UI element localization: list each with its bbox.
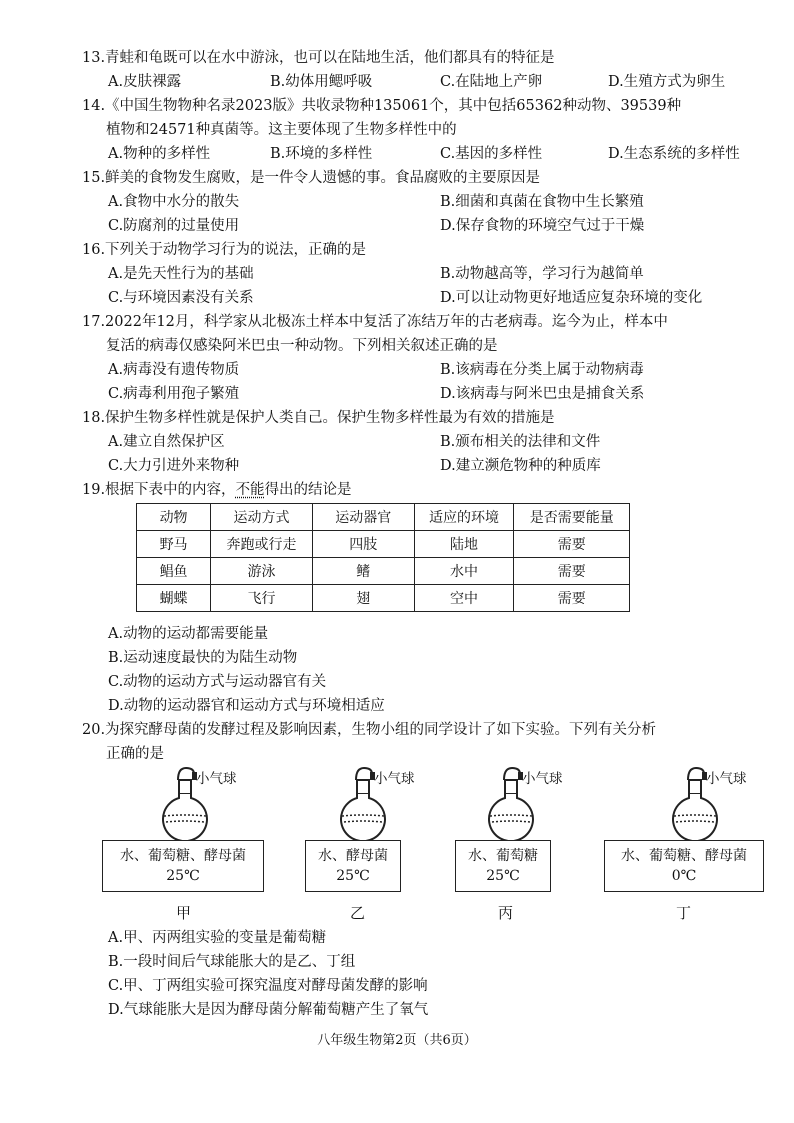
q13-stem: 13.青蛙和龟既可以在水中游泳，也可以在陆地生活，他们都具有的特征是: [82, 50, 555, 66]
table-header-cell: 运动方式: [211, 504, 313, 531]
table-cell: 野马: [137, 531, 211, 558]
q15-stem: 15.鲜美的食物发生腐败，是一件令人遗憾的事。食品腐败的主要原因是: [82, 170, 541, 186]
table-cell: 翅: [312, 585, 414, 612]
table-header-cell: 运动器官: [312, 504, 414, 531]
q15-option-c[interactable]: C.防腐剂的过量使用: [108, 218, 240, 234]
q16-stem: 16.下列关于动物学习行为的说法，正确的是: [82, 242, 367, 258]
q18-option-a[interactable]: A.建立自然保护区: [108, 434, 225, 450]
balloon-label-jia: 小气球: [196, 771, 237, 787]
table-cell: 鳍: [312, 558, 414, 585]
q17-stem: 17.2022年12月，科学家从北极冻土样本中复活了冻结万年的古老病毒。迄今为止，样本中: [82, 314, 668, 330]
q14-stem: 14.《中国生物物种名录2023版》共收录物种135061个，其中包括65362种动物、39539种: [82, 98, 682, 114]
table-cell: 需要: [514, 531, 630, 558]
q20-stem: 20.为探究酵母菌的发酵过程及影响因素，生物小组的同学设计了如下实验。下列有关分析: [82, 722, 657, 738]
q19-stem: [82, 480, 352, 500]
q19-option-c[interactable]: C.动物的运动方式与运动器官有关: [108, 674, 327, 690]
box-bing-temp: 25℃: [486, 868, 520, 884]
group-label-jia: 甲: [176, 904, 192, 922]
box-jia-temp: 25℃: [166, 868, 200, 884]
table-row: [137, 531, 630, 558]
q16-option-b[interactable]: B.动物越高等，学习行为越简单: [440, 266, 644, 282]
q20-stem-cont: 正确的是: [106, 746, 164, 762]
q19-stem-emphasis: 不能: [235, 482, 265, 498]
q13-option-a[interactable]: A.皮肤裸露: [108, 74, 182, 90]
table-cell: 需要: [514, 585, 630, 612]
table-cell: 空中: [414, 585, 514, 612]
table-header-cell: 是否需要能量: [514, 504, 630, 531]
q20-option-a[interactable]: A.甲、丙两组实验的变量是葡萄糖: [108, 930, 327, 946]
q16-option-d[interactable]: D.可以让动物更好地适应复杂环境的变化: [440, 290, 703, 306]
balloon-label-yi: 小气球: [374, 771, 415, 787]
q13-option-d[interactable]: D.生殖方式为卵生: [608, 74, 726, 90]
table-cell: 飞行: [211, 585, 313, 612]
q17-option-d[interactable]: D.该病毒与阿米巴虫是捕食关系: [440, 386, 645, 402]
box-ding: [604, 840, 764, 892]
q20-option-c[interactable]: C.甲、丁两组实验可探究温度对酵母菌发酵的影响: [108, 978, 428, 994]
q17-option-b[interactable]: B.该病毒在分类上属于动物病毒: [440, 362, 644, 378]
q13-option-c[interactable]: C.在陆地上产卵: [440, 74, 543, 90]
box-ding-contents: 水、葡萄糖、酵母菌: [621, 848, 747, 864]
q17-option-a[interactable]: A.病毒没有遗传物质: [108, 362, 240, 378]
q14-option-b[interactable]: B.环境的多样性: [270, 146, 373, 162]
q18-option-d[interactable]: D.建立濒危物种的种质库: [440, 458, 601, 474]
q17-stem-cont: 复活的病毒仅感染阿米巴虫一种动物。下列相关叙述正确的是: [106, 338, 498, 354]
q18-option-b[interactable]: B.颁布相关的法律和文件: [440, 434, 601, 450]
table-cell: 陆地: [414, 531, 514, 558]
q19-option-d[interactable]: D.动物的运动器官和运动方式与环境相适应: [108, 698, 385, 714]
q16-option-c[interactable]: C.与环境因素没有关系: [108, 290, 254, 306]
q19-table: [136, 503, 630, 612]
table-cell: 水中: [414, 558, 514, 585]
q17-option-c[interactable]: C.病毒利用孢子繁殖: [108, 386, 240, 402]
q14-option-a[interactable]: A.物种的多样性: [108, 146, 211, 162]
table-cell: 鲳鱼: [137, 558, 211, 585]
q20-option-b[interactable]: B.一段时间后气球能胀大的是乙、丁组: [108, 954, 356, 970]
table-header-cell: 适应的环境: [414, 504, 514, 531]
box-jia: [102, 840, 264, 892]
table-cell: 奔跑或行走: [211, 531, 313, 558]
table-header-row: [137, 504, 630, 531]
q15-option-d[interactable]: D.保存食物的环境空气过于干燥: [440, 218, 645, 234]
q14-option-c[interactable]: C.基因的多样性: [440, 146, 543, 162]
q14-option-d[interactable]: D.生态系统的多样性: [608, 146, 740, 162]
table-cell: 需要: [514, 558, 630, 585]
box-bing-contents: 水、葡萄糖: [468, 848, 538, 864]
q19-option-a[interactable]: A.动物的运动都需要能量: [108, 626, 269, 642]
q15-option-b[interactable]: B.细菌和真菌在食物中生长繁殖: [440, 194, 644, 210]
table-cell: 游泳: [211, 558, 313, 585]
table-header-cell: 动物: [137, 504, 211, 531]
balloon-label-ding: 小气球: [706, 771, 747, 787]
q20-option-d[interactable]: D.气球能胀大是因为酵母菌分解葡萄糖产生了氧气: [108, 1002, 429, 1018]
box-yi-temp: 25℃: [336, 868, 370, 884]
q19-stem-pre: 19.根据下表中的内容，: [82, 482, 236, 498]
q18-stem: 18.保护生物多样性就是保护人类自己。保护生物多样性最为有效的措施是: [82, 410, 555, 426]
group-label-bing: 丙: [498, 904, 514, 922]
q19-option-b[interactable]: B.运动速度最快的为陆生动物: [108, 650, 298, 666]
box-yi-contents: 水、酵母菌: [318, 848, 388, 864]
table-row: [137, 558, 630, 585]
page-footer: 八年级生物第2页（共6页）: [317, 1033, 477, 1048]
table-cell: 蝴蝶: [137, 585, 211, 612]
q13-option-b[interactable]: B.幼体用鳃呼吸: [270, 74, 373, 90]
balloon-label-bing: 小气球: [522, 771, 563, 787]
box-yi: [305, 840, 401, 892]
box-ding-temp: 0℃: [671, 868, 697, 884]
q15-option-a[interactable]: A.食物中水分的散失: [108, 194, 240, 210]
group-label-ding: 丁: [676, 904, 692, 922]
table-cell: 四肢: [312, 531, 414, 558]
q14-stem-cont: 植物和24571种真菌等。这主要体现了生物多样性中的: [106, 122, 457, 138]
q19-stem-post: 得出的结论是: [264, 482, 352, 498]
q16-option-a[interactable]: A.是先天性行为的基础: [108, 266, 254, 282]
table-row: [137, 585, 630, 612]
q18-option-c[interactable]: C.大力引进外来物种: [108, 458, 240, 474]
box-jia-contents: 水、葡萄糖、酵母菌: [120, 848, 246, 864]
group-label-yi: 乙: [350, 904, 366, 922]
box-bing: [455, 840, 551, 892]
